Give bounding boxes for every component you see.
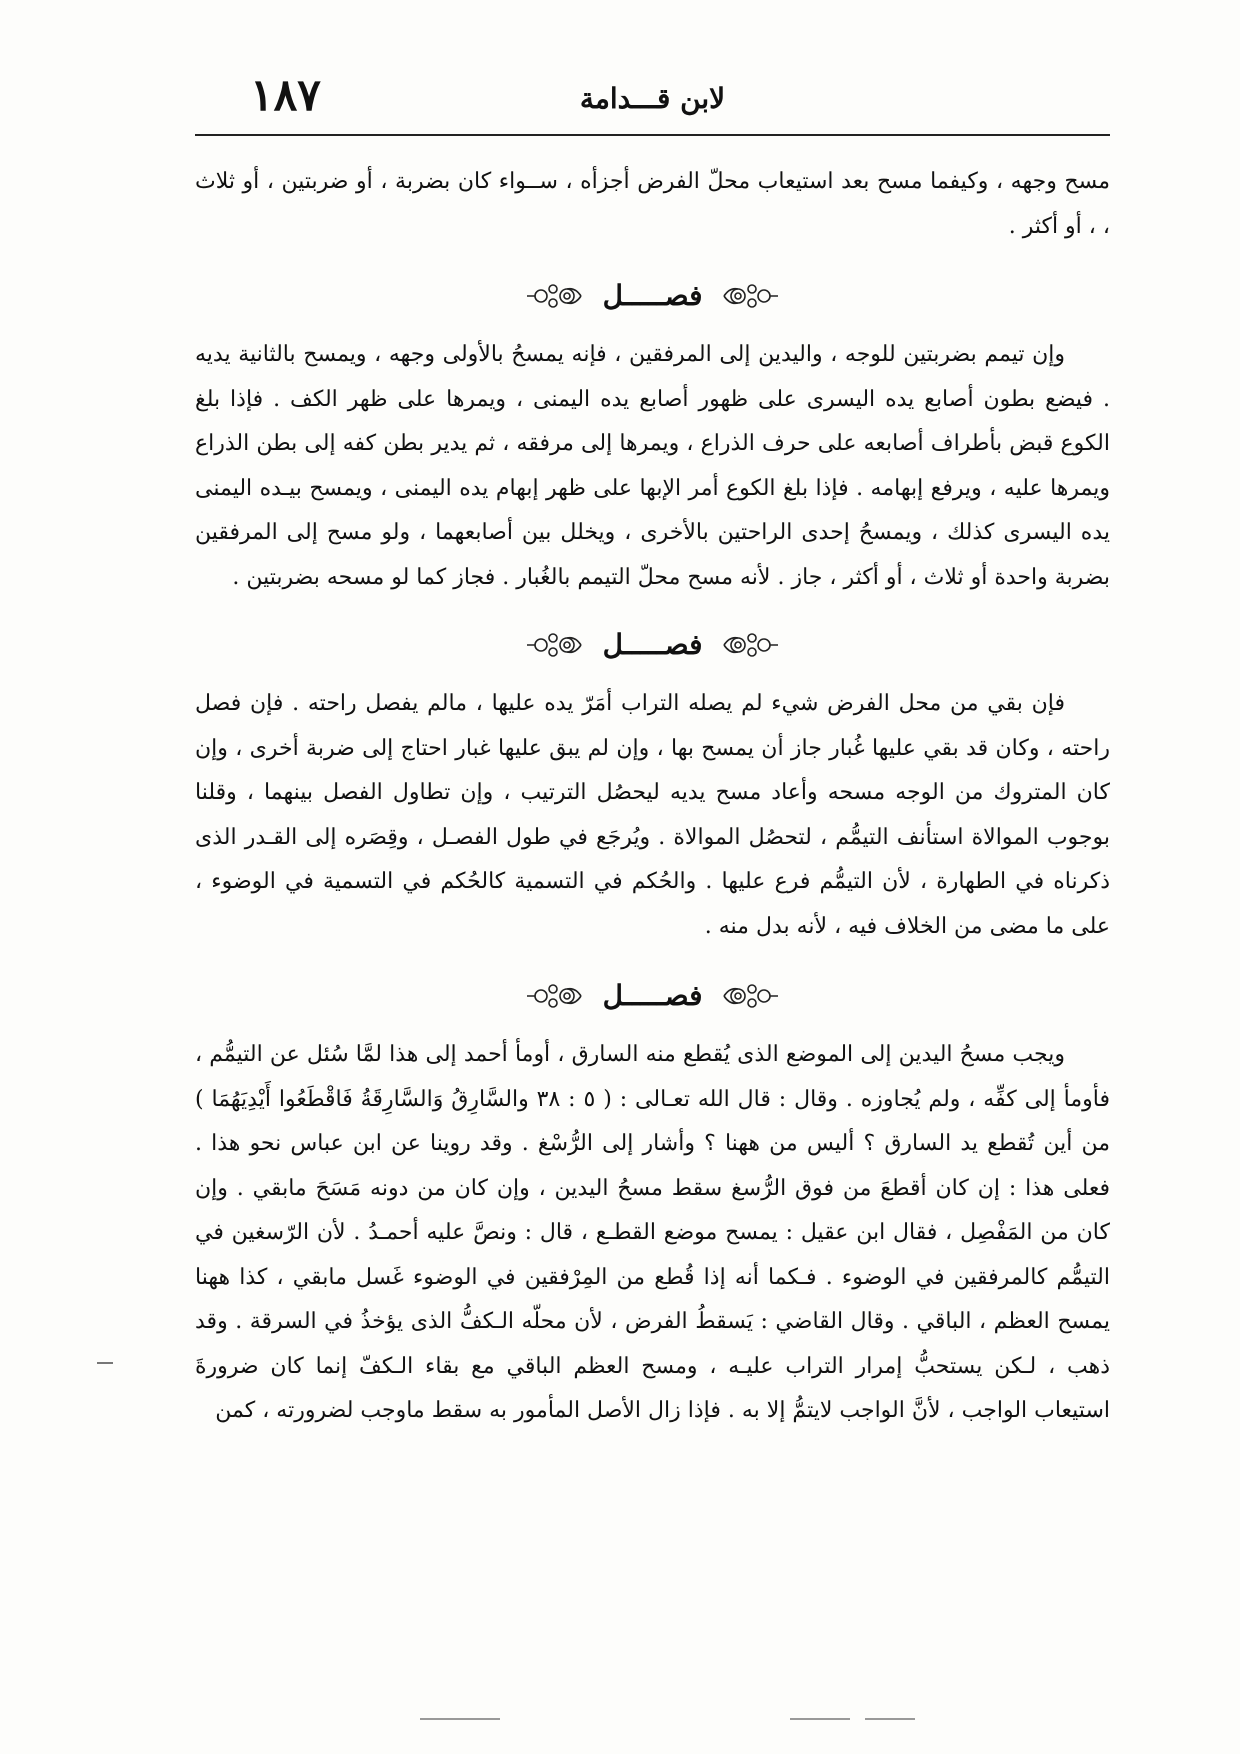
ornament-right-icon <box>722 281 780 311</box>
section-heading <box>195 608 1110 682</box>
page-number: ١٨٧ <box>250 70 321 121</box>
section-paragraph: وإن تيمم بضربتين للوجه ، واليدين إلى المرفقين ، فإنه يمسحُ بالأولى وجهه ، ويمسح بالثانية يديه . فيضع بطون أصابع يده اليسرى على ظهور أصابع يده اليمنى ، ويمرها على ظهر الكف . فإذا بلغ الكوع قبض بأطراف أصابعه على حرف الذراع ، ويمرها إلى مرفقه ، ثم يدير بطن كفه إلى بطن الذراع ويمرها عليه ، ويرفع إبهامه . فإذا بلغ الكوع أمر الإبها على ظهر إبهام يده اليمنى ، ويمسح بيـده اليمنى يده اليسرى كذلك ، ويمسحُ إحدى الراحتين بالأخرى ، ويخلل بين أصابعهما ، ولو مسح إلى المرفقين بضربة واحدة أو ثلاث ، أو أكثر ، جاز . لأنه مسح محلّ التيمم بالغُبار . فجاز كما لو مسحه بضربتين . <box>195 342 1110 590</box>
section-heading-text: فصـــــل <box>602 627 703 661</box>
margin-mark <box>97 1362 113 1364</box>
footer-dash <box>865 1718 915 1720</box>
running-title: لابن قـــدامة <box>579 82 726 115</box>
page-body <box>195 160 1110 1434</box>
section-heading <box>195 259 1110 333</box>
footer-dash <box>790 1718 850 1720</box>
page-header <box>195 70 1110 140</box>
section-heading <box>195 959 1110 1033</box>
ornament-right-icon <box>722 981 780 1011</box>
ornament-left-icon <box>525 981 583 1011</box>
section-heading-text: فصـــــل <box>602 978 703 1012</box>
header-rule <box>195 134 1110 136</box>
section-paragraph: ويجب مسحُ اليدين إلى الموضع الذى يُقطع منه السارق ، أومأ أحمد إلى هذا لمَّا سُئل عن التيمُّم ، فأومأ إلى كفِّه ، ولم يُجاوزه . وقال : قال الله تعـالى : ( ٥ : ٣٨ والسَّارِقُ وَالسَّارِقَةُ فَاقْطَعُوا أَيْدِيَهُمَا ) من أين تُقطع يد السارق ؟ أليس من ههنا ؟ وأشار إلى الرُّسْغ . وقد روينا عن ابن عباس نحو هذا . فعلى هذا : إن كان أقطعَ من فوق الرُّسغ سقط مسحُ اليدين ، وإن كان من دونه مَسَحَ مابقي . وإن كان من المَفْصِل ، فقال ابن عقيل : يمسح موضع القطـع ، قال : ونصَّ عليه أحمـدُ . لأن الرّسغين في التيمُّم كالمرفقين في الوضوء . فـكما أنه إذا قُطع من المِرْفقين في الوضوء غَسل مابقي ، كذا ههنا يمسح العظم ، الباقي . وقال القاضي : يَسقطُ الفرض ، لأن محلّه الـكفُّ الذى يؤخذُ في السرقة . وقد ذهب ، لـكن يستحبُّ إمرار التراب عليـه ، ومسح العظم الباقي مع بقاء الـكفّ إنما كان ضرورةَ استيعاب الواجب ، لأنَّ الواجب لايتمُّ إلا به . فإذا زال الأصل المأمور به سقط ماوجب لضرورته ، كمن <box>195 1042 1110 1423</box>
ornament-right-icon <box>722 630 780 660</box>
ornament-left-icon <box>525 630 583 660</box>
ornament-left-icon <box>525 281 583 311</box>
footer-dash <box>420 1718 500 1720</box>
section-heading-text: فصـــــل <box>602 278 703 312</box>
paragraph-continuation: مسح وجهه ، وكيفما مسح بعد استيعاب محلّ الفرض أجزأه ، ســواء كان بضربة ، أو ضربتين ، أو ثلاث ، ، أو أكثر . <box>195 169 1110 239</box>
footer-marks <box>420 1718 940 1722</box>
section-paragraph: فإن بقي من محل الفرض شيء لم يصله التراب أمَرّ يده عليها ، مالم يفصل راحته . فإن فصل راحته ، وكان قد بقي عليها غُبار جاز أن يمسح بها ، وإن لم يبق عليها غبار احتاج إلى ضربة أخرى ، وإن كان المتروك من الوجه مسحه وأعاد مسح يديه ليحصُل الترتيب ، وإن تطاول الفصل بينهما ، وقلنا بوجوب الموالاة استأنف التيمُّم ، لتحصُل الموالاة . ويُرجَع في طول الفصـل ، وقِصَره إلى القـدر الذى ذكرناه في الطهارة ، لأن التيمُّم فرع عليها . والحُكم في التسمية كالحُكم في التسمية في الوضوء ، على ما مضى من الخلاف فيه ، لأنه بدل منه . <box>195 691 1110 939</box>
